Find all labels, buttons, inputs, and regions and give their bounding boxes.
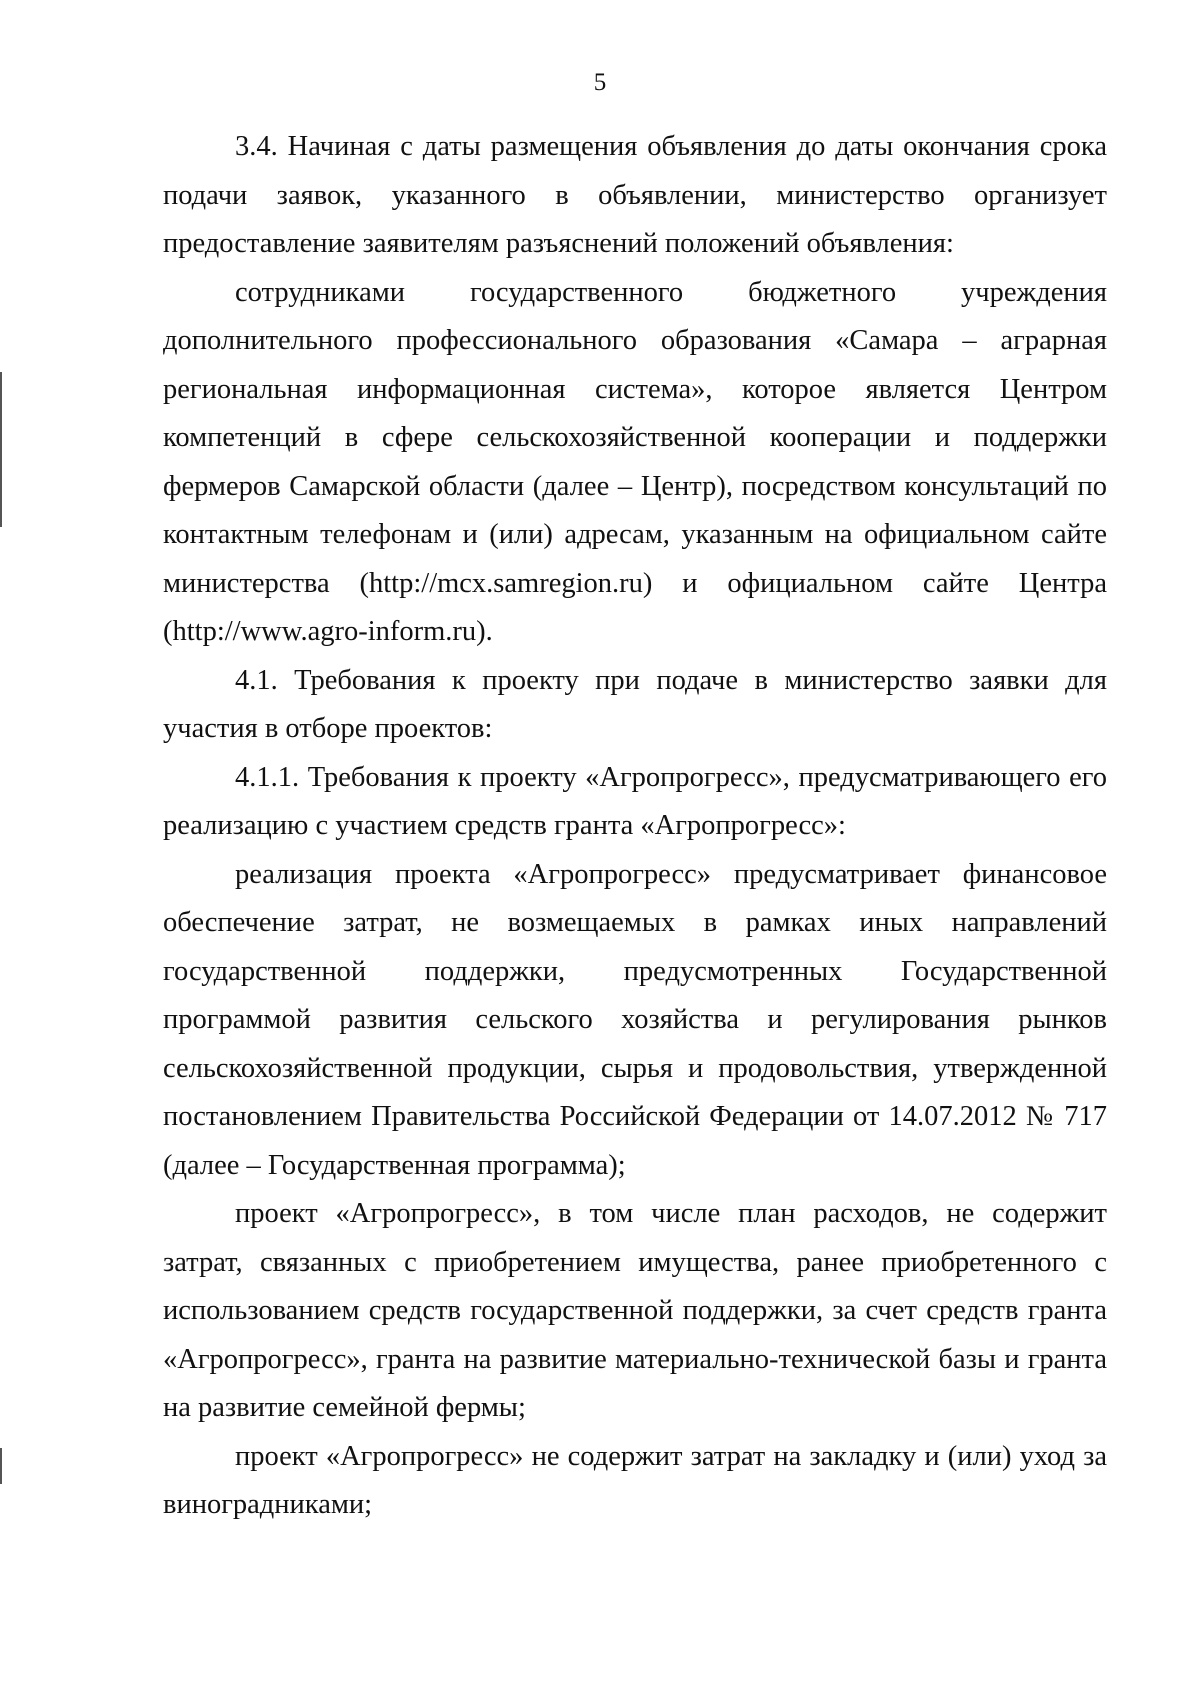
document-body bbox=[163, 123, 1107, 1530]
paragraph-expenses: проект «Агропрогресс», в том числе план расходов, не содержит затрат, связанных с приобретением имущества, ранее приобретенного с использованием средств государственной поддержки, за счет средств гранта «Агропрогресс», гранта на развитие материально-технической базы и гранта на развитие семейной фермы; bbox=[163, 1198, 1107, 1423]
paragraph-vineyards: проект «Агропрогресс» не содержит затрат на закладку и (или) уход за виноградниками; bbox=[163, 1440, 1107, 1520]
paragraph-consultations: сотрудниками государственного бюджетного учреждения дополнительного профессионального образования «Самара – аграрная региональная информационная система», которое является Центром компетенций в сфере сельскохозяйственной кооперации и поддержки фермеров Самарской области (далее – Центр), посредством консультаций по контактным телефонам и (или) адресам, указанным на официальном сайте министерства (http://mcx.samregion.ru) и официальном сайте Центра (http://www.agro-inform.ru). bbox=[163, 276, 1107, 647]
paragraph-financing: реализация проекта «Агропрогресс» предусматривает финансовое обеспечение затрат, не возмещаемых в рамках иных направлений государственной поддержки, предусмотренных Государственной программой развития сельского хозяйства и регулирования рынков сельскохозяйственной продукции, сырья и продовольствия, утвержденной постановлением Правительства Российской Федерации от 14.07.2012 № 717 (далее – Государственная программа); bbox=[163, 858, 1107, 1181]
page-number: 5 bbox=[593, 69, 607, 96]
paragraph-4-1-1: 4.1.1. Требования к проекту «Агропрогресс», предусматривающего его реализацию с участием средств гранта «Агропрогресс»: bbox=[163, 761, 1107, 841]
paragraph-3-4: 3.4. Начиная с даты размещения объявления до даты окончания срока подачи заявок, указанного в объявлении, министерство организует предоставление заявителям разъяснений положений объявления: bbox=[163, 131, 1107, 259]
scan-edge-mark bbox=[0, 372, 2, 527]
paragraph-4-1: 4.1. Требования к проекту при подаче в министерство заявки для участия в отборе проектов: bbox=[163, 664, 1107, 744]
scan-edge-mark bbox=[0, 1448, 2, 1484]
